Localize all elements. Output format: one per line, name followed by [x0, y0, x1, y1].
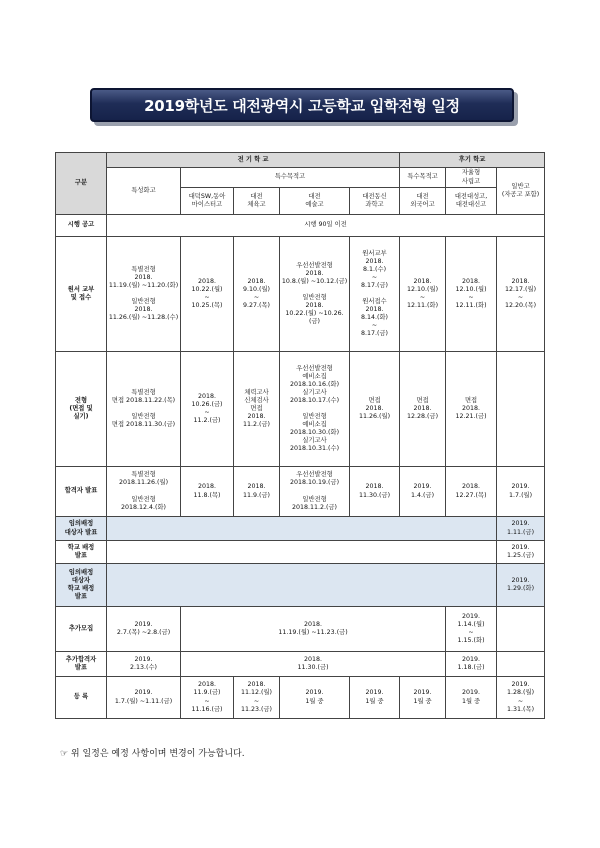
- cell: 우선선발전형 2018.10.19.(금) 일반전형 2018.11.2.(금): [280, 467, 350, 517]
- cell: 2018. 11.30.(금): [350, 467, 400, 517]
- cell-gonggo: 시행 90일 이전: [107, 215, 545, 237]
- row-label: 임의배정 대상자 학교 배정 발표: [56, 564, 107, 607]
- cell: 면접 2018. 12.28.(금): [400, 352, 446, 467]
- cell: 2019. 1.29.(화): [497, 564, 545, 607]
- row-hapgyeok: [56, 467, 545, 517]
- cell: 2019. 1월 중: [400, 677, 446, 719]
- cell: 2019. 1.11.(금): [497, 517, 545, 541]
- cell: 면접 2018. 12.21.(금): [446, 352, 497, 467]
- cell: 2019. 1.25.(금): [497, 541, 545, 564]
- cell-empty: [107, 517, 497, 541]
- cell: 2019. 1.18.(금): [446, 652, 497, 677]
- cell: 2018. 12.27.(목): [446, 467, 497, 517]
- cell: 원서교부 2018. 8.1.(수) ~ 8.17.(금) 원서접수 2018. 8.14.(화) ~ 8.17.(금): [350, 237, 400, 352]
- footnote: ☞ 위 일정은 예정 사항이며 변경이 가능합니다.: [60, 749, 245, 759]
- header-jayul: 자율형 사립고: [446, 168, 497, 188]
- row-gonggo: [56, 215, 545, 237]
- cell: 면접 2018. 11.26.(월): [350, 352, 400, 467]
- row-wonseo: [56, 237, 545, 352]
- cell: 특별전형 면접 2018.11.22.(목) 일반전형 면접 2018.11.30.(금): [107, 352, 181, 467]
- cell: 2018. 12.17.(월) ~ 12.20.(목): [497, 237, 545, 352]
- row-label: 전형 (면접 및 실기): [56, 352, 107, 467]
- cell: 2018. 12.10.(월) ~ 12.11.(화): [400, 237, 446, 352]
- cell-merged: 2018. 11.19.(월) ~11.23.(금): [181, 607, 446, 652]
- header-gubun: 구분: [56, 153, 107, 215]
- header-ilban: 일반고 (자공고 포함): [497, 168, 545, 215]
- cell: 특별전형 2018. 11.19.(월) ~11.20.(화) 일반전형 2018. 11.26.(월) ~11.28.(수): [107, 237, 181, 352]
- cell: 2018. 11.9.(금): [234, 467, 280, 517]
- row-label: 합격자 발표: [56, 467, 107, 517]
- header-col-dong: 대전동신 과학고: [350, 188, 400, 215]
- header-hugi-teukmok: 특수목적고: [400, 168, 446, 188]
- header-col-ye: 대전 예술고: [280, 188, 350, 215]
- cell-empty: [107, 564, 497, 607]
- row-imui-hakgyo: [56, 564, 545, 607]
- row-chuga-mojip: [56, 607, 545, 652]
- row-imui-balpyo: [56, 517, 545, 541]
- cell: 2019. 1.28.(월) ~ 1.31.(목): [497, 677, 545, 719]
- row-label: 등 록: [56, 677, 107, 719]
- header-hugi: 후기 학교: [400, 153, 545, 168]
- cell: 우선선발전형 2018. 10.8.(월) ~10.12.(금) 일반전형 2018. 10.22.(월) ~10.26.(금): [280, 237, 350, 352]
- cell: 2018. 11.9.(금) ~ 11.16.(금): [181, 677, 234, 719]
- row-label: 임의배정 대상자 발표: [56, 517, 107, 541]
- header-col-che: 대전 체육고: [234, 188, 280, 215]
- row-label: 추가합격자 발표: [56, 652, 107, 677]
- cell: 2018. 11.8.(목): [181, 467, 234, 517]
- row-deungrok: [56, 677, 545, 719]
- cell: 2019. 1월 중: [280, 677, 350, 719]
- header-col-oe: 대전 외국어고: [400, 188, 446, 215]
- header-col-jasa: 대전대성고, 대전대신고: [446, 188, 497, 215]
- cell: 2019. 1.7.(월): [497, 467, 545, 517]
- cell: 체력고사 신체검사 면접 2018. 11.2.(금): [234, 352, 280, 467]
- cell: 2018. 12.10.(월) ~ 12.11.(화): [446, 237, 497, 352]
- cell: 우선선발전형 예비소집 2018.10.16.(화) 실기고사 2018.10.17.(수) 일반전형 예비소집 2018.10.30.(화) 실기고사 2018.10.31.(수): [280, 352, 350, 467]
- cell: 2019. 1.4.(금): [400, 467, 446, 517]
- cell: 2019. 2.13.(수): [107, 652, 181, 677]
- cell: 2019. 1월 중: [446, 677, 497, 719]
- header-jeongi: 전 기 학 교: [107, 153, 400, 168]
- cell: 2018. 11.12.(월) ~ 11.23.(금): [234, 677, 280, 719]
- cell: [497, 607, 545, 652]
- row-chuga-hapgyeok: [56, 652, 545, 677]
- row-label: 추가모집: [56, 607, 107, 652]
- cell: 2018. 10.22.(월) ~ 10.25.(목): [181, 237, 234, 352]
- cell: [497, 352, 545, 467]
- cell: 2018. 9.10.(월) ~ 9.27.(목): [234, 237, 280, 352]
- header-teukseong: 특성화고: [107, 168, 181, 215]
- row-hakgyo-baejeong: [56, 541, 545, 564]
- row-jeonhyeong: [56, 352, 545, 467]
- cell-merged: 2018. 11.30.(금): [181, 652, 446, 677]
- cell: 2019. 1.14.(월) ~ 1.15.(화): [446, 607, 497, 652]
- page-title: 2019학년도 대전광역시 고등학교 입학전형 일정: [144, 96, 460, 115]
- title-banner: [90, 88, 514, 122]
- cell: 2019. 1월 중: [350, 677, 400, 719]
- row-label: 시행 공고: [56, 215, 107, 237]
- cell: 2019. 1.7.(월) ~1.11.(금): [107, 677, 181, 719]
- cell: 특별전형 2018.11.26.(월) 일반전형 2018.12.4.(화): [107, 467, 181, 517]
- cell-empty: [107, 541, 497, 564]
- header-teuksuk: 특수목적고: [181, 168, 400, 188]
- cell: 2018. 10.26.(금) ~ 11.2.(금): [181, 352, 234, 467]
- cell: 2019. 2.7.(목) ~2.8.(금): [107, 607, 181, 652]
- header-col-sw: 대덕SW,동아 마이스터고: [181, 188, 234, 215]
- cell: [497, 652, 545, 677]
- row-label: 학교 배정 발표: [56, 541, 107, 564]
- schedule-table: [55, 152, 545, 719]
- row-label: 원서 교부 및 접수: [56, 237, 107, 352]
